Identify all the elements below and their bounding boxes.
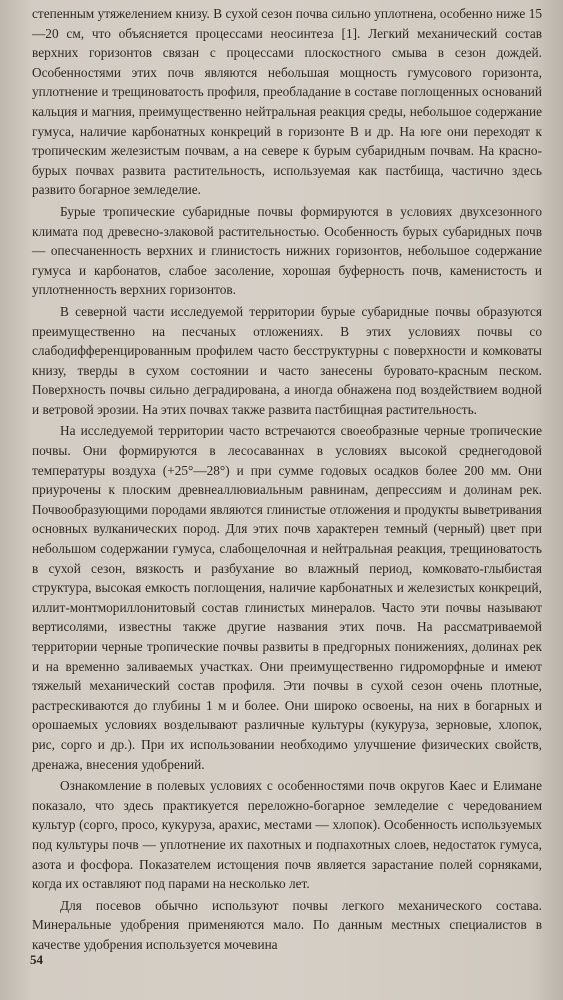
body-text bbox=[32, 4, 542, 955]
page-number: 54 bbox=[30, 952, 43, 967]
paragraph-4: На исследуемой территории часто встречаются своеобразные черные тропические почвы. Они формируются в лесосаваннах в условиях высокой среднегодовой температуры воздуха (+25°—28°) и при сумме годовых осадков более 200 мм. Они приурочены к плоским древнеаллювиальным равнинам, депрессиям и долинам рек. Почвообразующими породами являются глинистые отложения и продукты выветривания основных вулканических пород. Для этих почв характерен темный (черный) цвет при небольшом содержании гумуса, слабощелочная и нейтральная реакция, трещиноватость в сухой сезон, вязкость и разбухание во влажный период, комковато-глыбистая структура, высокая емкость поглощения, наличие карбонатных и железистых конкреций, иллит-монтмориллонитовый состав глинистых минералов. Часто эти почвы называют вертисолями, известны также другие названия этих почв. На рассматриваемой территории черные тропические почвы развиты в предгорных понижениях, долинах рек и на временно заливаемых участках. Они преимущественно гидроморфные и имеют тяжелый механический состав профиля. Эти почвы в сухой сезон очень плотные, растрескиваются до глубины 1 м и более. Они широко освоены, на них в богарных и орошаемых условиях возделывают различные культуры (кукуруза, зерновые, хлопок, рис, сорго и др.). При их использовании необходимо улучшение физических свойств, дренажа, внесения удобрений. bbox=[32, 423, 542, 772]
paragraph-3: В северной части исследуемой территории бурые субаридные почвы образуются преимущественно на песчаных отложениях. В этих условиях почвы со слабодифференцированным профилем часто бесструктурны с поверхности и комковаты книзу, тверды в сухом состоянии и часто занесены буровато-красным песком. Поверхность почвы сильно деградирована, а иногда обнажена под воздействием водной и ветровой эрозии. На этих почвах также развита пастбищная растительность. bbox=[32, 303, 542, 417]
paragraph-5: Ознакомление в полевых условиях с особенностями почв округов Каес и Елимане показало, что здесь практикуется переложно-богарное земледелие с чередованием культур (сорго, просо, кукуруза, арахис, местами — хлопок). Особенность используемых под культуры почв — уплотнение их пахотных и подпахотных слоев, недостаток гумуса, азота и фосфора. Показателем истощения почв является зарастание полей сорняками, когда их оставляют под парами на несколько лет. bbox=[32, 778, 542, 892]
paragraph-6: Для посевов обычно используют почвы легкого механического состава. Минеральные удобрения применяются мало. По данным местных специалистов в качестве удобрения используется мочевина bbox=[32, 897, 542, 952]
paragraph-2: Бурые тропические субаридные почвы формируются в условиях двухсезонного климата под древесно-злаковой растительностью. Особенность бурых субаридных почв — опесчаненность верхних и глинистость нижних горизонтов, небольшое содержание гумуса и карбонатов, слабое засоление, хорошая буферность почв, каменистость и уплотненность верхних горизонтов. bbox=[32, 203, 542, 298]
paragraph-1: степенным утяжелением книзу. В сухой сезон почва сильно уплотнена, особенно ниже 15—20 см, что объясняется процессами неосинтеза [1]. Легкий механический состав верхних горизонтов связан с процессами плоскостного смыва в сезон дождей. Особенностями этих почв являются небольшая мощность гумусового горизонта, уплотнение и трещиноватость профиля, преобладание в составе поглощенных оснований кальция и магния, преимущественно нейтральная реакция среды, небольшое содержание гумуса, наличие карбонатных конкреций в горизонте В и др. На юге они переходят к тропическим железистым почвам, а на севере к бурым субаридным почвам. На красно-бурых почвах развита растительность, используемая как пастбища, частично здесь развито богарное земледелие. bbox=[32, 6, 542, 198]
